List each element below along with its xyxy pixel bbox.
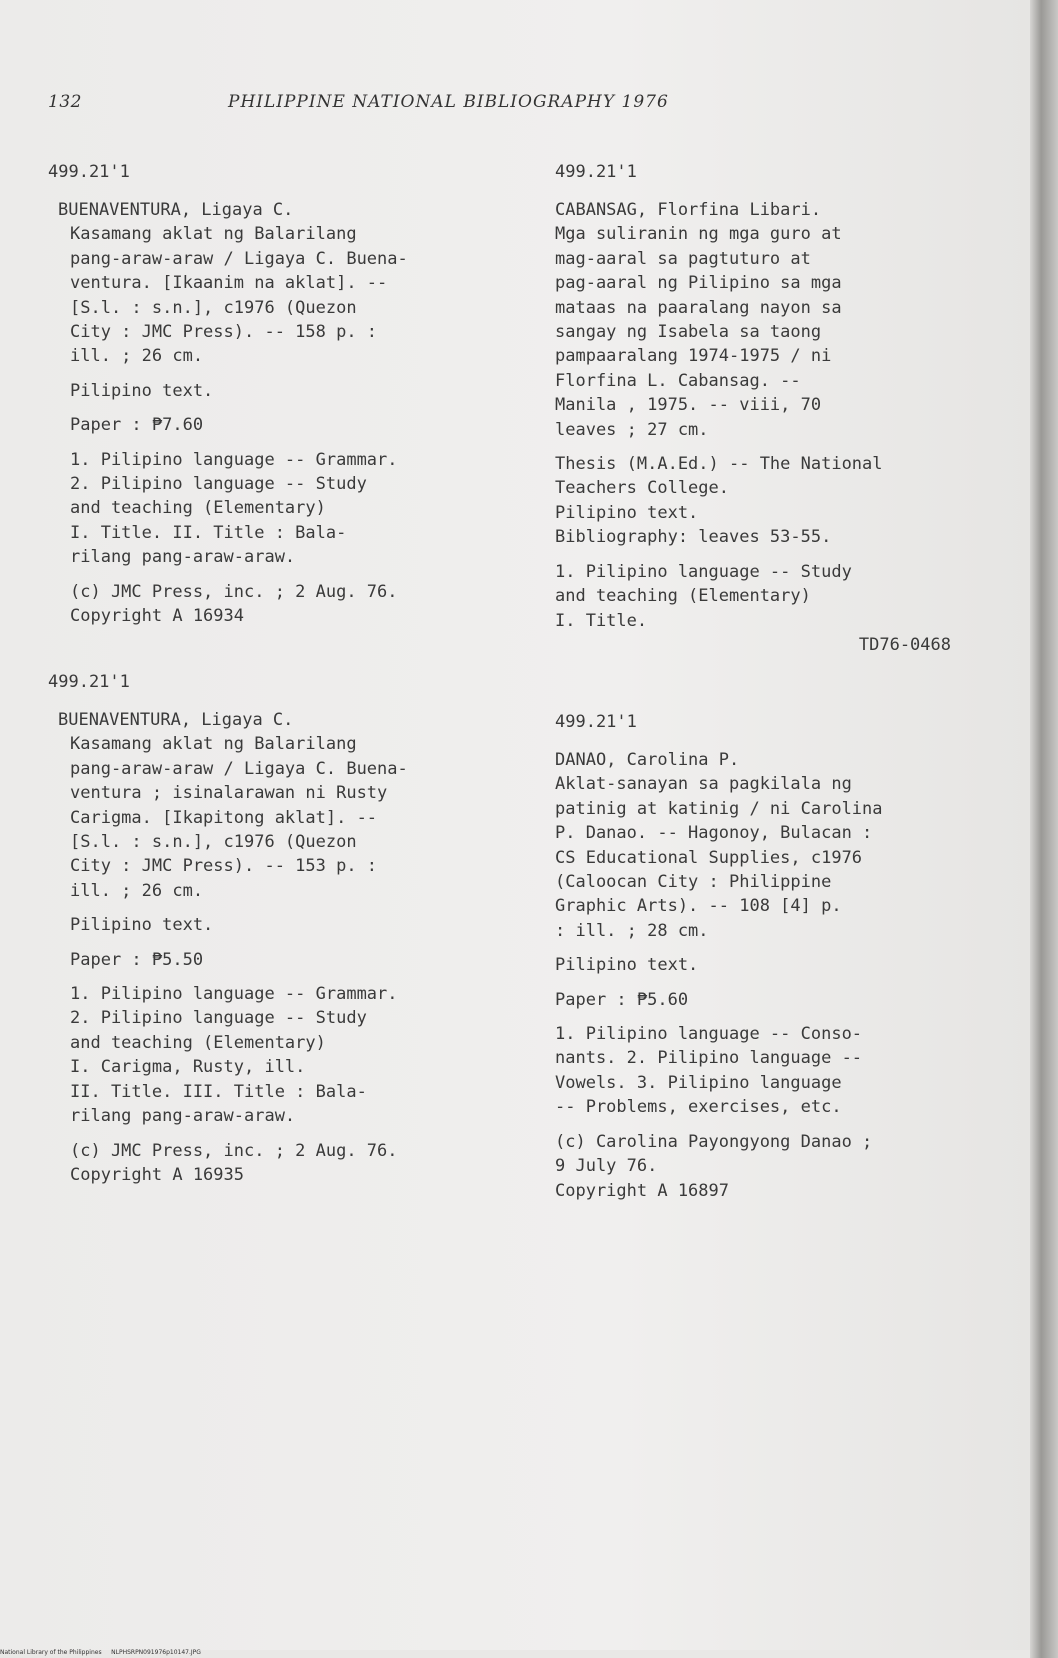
entry-description-line: leaves ; 27 cm.	[555, 419, 709, 440]
entry-price: Paper : ₱5.60	[555, 989, 689, 1010]
bibliographic-entry	[555, 710, 985, 1203]
entry-copyright-line: Copyright A 16934	[70, 606, 244, 627]
entry-description-line: Florfina L. Cabansag. --	[555, 370, 801, 391]
entry-note-line: Thesis (M.A.Ed.) -- The National	[555, 454, 883, 475]
bibliographic-entry	[48, 160, 478, 629]
entry-subject-line: 1. Pilipino language -- Grammar.	[70, 449, 398, 470]
entry-description-line: pag-aaral ng Pilipino sa mga	[555, 273, 842, 294]
entry-note-line: Bibliography: leaves 53-55.	[555, 527, 832, 548]
entry-description-line: Mga suliranin ng mga guro at	[555, 224, 842, 245]
scan-footer	[0, 1649, 201, 1656]
entry-author: BUENAVENTURA, Ligaya C.	[58, 200, 294, 220]
page-number: 132	[48, 92, 82, 112]
entry-description-line: Manila , 1975. -- viii, 70	[555, 395, 822, 416]
entry-subject-line: 1. Pilipino language -- Conso-	[555, 1024, 863, 1045]
entry-description-line: : ill. ; 28 cm.	[555, 920, 709, 941]
entry-description-line: Carigma. [Ikapitong aklat]. --	[70, 807, 378, 828]
entry-subject-line: rilang pang-araw-araw.	[70, 547, 296, 568]
entry-subject-line: I. Carigma, Rusty, ill.	[70, 1057, 306, 1078]
entry-description-line: pang-araw-araw / Ligaya C. Buena-	[70, 248, 408, 269]
entry-lccn: TD76-0468	[858, 634, 951, 655]
classification-number: 499.21'1	[555, 712, 637, 732]
entry-description-line: ventura ; isinalarawan ni Rusty	[70, 783, 388, 804]
running-title: PHILIPPINE NATIONAL BIBLIOGRAPHY 1976	[228, 92, 669, 112]
footer-source: National Library of the Philippines	[0, 1649, 102, 1656]
entry-description-line: P. Danao. -- Hagonoy, Bulacan :	[555, 823, 873, 844]
footer-filename: NLPHSRPN091976p10147.JPG	[111, 1649, 201, 1656]
entry-subject-line: and teaching (Elementary)	[555, 586, 811, 607]
entry-price: Paper : ₱7.60	[70, 415, 204, 436]
entry-subject-line: 1. Pilipino language -- Grammar.	[70, 984, 398, 1005]
entry-description-line: ill. ; 26 cm.	[70, 880, 204, 901]
entry-description-line: Kasamang aklat ng Balarilang	[70, 734, 357, 755]
entry-price: Paper : ₱5.50	[70, 949, 204, 970]
entry-description-line: mag-aaral sa pagtuturo at	[555, 248, 811, 269]
entry-description-line: Kasamang aklat ng Balarilang	[70, 224, 357, 245]
entry-subject-line: and teaching (Elementary)	[70, 498, 326, 519]
entry-description-line: mataas na paaralang nayon sa	[555, 297, 842, 318]
entry-subject-line: 2. Pilipino language -- Study	[70, 474, 367, 495]
entry-subject-line: II. Title. III. Title : Bala-	[70, 1081, 367, 1102]
entry-note: Pilipino text.	[70, 380, 214, 401]
entry-author: CABANSAG, Florfina Libari.	[555, 200, 822, 220]
page-binding-edge	[1030, 0, 1058, 1658]
classification-number: 499.21'1	[48, 162, 130, 182]
entry-description-line: City : JMC Press). -- 158 p. :	[70, 322, 378, 343]
entry-copyright-line: (c) JMC Press, inc. ; 2 Aug. 76.	[70, 1140, 398, 1161]
entry-description-line: (Caloocan City : Philippine	[555, 872, 832, 893]
entry-subject-line: and teaching (Elementary)	[70, 1032, 326, 1053]
entry-subject-line: I. Title. II. Title : Bala-	[70, 522, 347, 543]
entry-copyright-line: (c) Carolina Payongyong Danao ;	[555, 1131, 873, 1152]
entry-copyright-line: Copyright A 16897	[555, 1180, 729, 1201]
entry-description-line: City : JMC Press). -- 153 p. :	[70, 856, 378, 877]
entry-description-line: patinig at katinig / ni Carolina	[555, 798, 883, 819]
entry-description-line: ill. ; 26 cm.	[70, 346, 204, 367]
bibliographic-entry	[48, 670, 478, 1187]
bibliographic-entry	[555, 160, 985, 657]
entry-author: BUENAVENTURA, Ligaya C.	[58, 710, 294, 730]
entry-subject-line: I. Title.	[555, 610, 648, 631]
entry-subject-line: nants. 2. Pilipino language --	[555, 1048, 863, 1069]
entry-description-line: pang-araw-araw / Ligaya C. Buena-	[70, 758, 408, 779]
page-header	[48, 92, 998, 122]
entry-note-line: Pilipino text.	[555, 502, 699, 523]
entry-description-line: Aklat-sanayan sa pagkilala ng	[555, 774, 852, 795]
classification-number: 499.21'1	[48, 672, 130, 692]
entry-note: Pilipino text.	[70, 915, 214, 936]
classification-number: 499.21'1	[555, 162, 637, 182]
entry-description-line: [S.l. : s.n.], c1976 (Quezon	[70, 297, 357, 318]
entry-note-line: Teachers College.	[555, 478, 729, 499]
entry-subject-line: 2. Pilipino language -- Study	[70, 1008, 367, 1029]
entry-description-line: [S.l. : s.n.], c1976 (Quezon	[70, 832, 357, 853]
entry-description-line: sangay ng Isabela sa taong	[555, 322, 822, 343]
entry-description-line: pampaaralang 1974-1975 / ni	[555, 346, 832, 367]
entry-copyright-line: Copyright A 16935	[70, 1164, 244, 1185]
entry-subject-line: rilang pang-araw-araw.	[70, 1106, 296, 1127]
entry-description-line: Graphic Arts). -- 108 [4] p.	[555, 896, 842, 917]
entry-copyright-line: (c) JMC Press, inc. ; 2 Aug. 76.	[70, 581, 398, 602]
entry-note: Pilipino text.	[555, 955, 699, 976]
entry-author: DANAO, Carolina P.	[555, 750, 740, 770]
entry-subject-line: Vowels. 3. Pilipino language	[555, 1072, 842, 1093]
entry-copyright-line: 9 July 76.	[555, 1156, 658, 1177]
entry-description-line: CS Educational Supplies, c1976	[555, 847, 863, 868]
entry-description-line: ventura. [Ikaanim na aklat]. --	[70, 273, 388, 294]
entry-subject-line: 1. Pilipino language -- Study	[555, 561, 852, 582]
entry-subject-line: -- Problems, exercises, etc.	[555, 1097, 842, 1118]
